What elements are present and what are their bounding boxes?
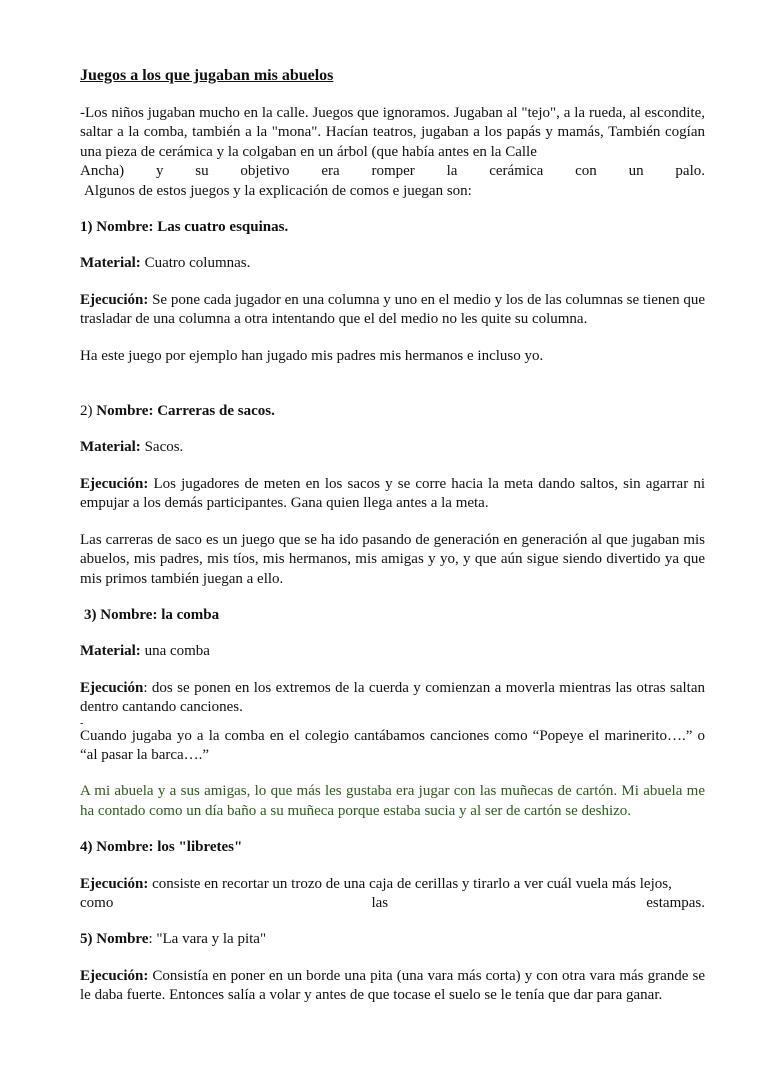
- game3-material: [80, 642, 705, 661]
- material-label: Material:: [80, 643, 141, 660]
- game1-heading: 1) Nombre: Las cuatro esquinas.: [80, 219, 289, 236]
- document-title: Juegos a los que jugaban mis abuelos: [80, 67, 334, 84]
- grandma-note: A mi abuela y a sus amigas, lo que más les gustaba era jugar con las muñecas de cartón. Mi abuela me ha contado como un día baño a su muñeca porque estaba sucia y al ser de cartón se deshizo.: [80, 783, 705, 819]
- game2-comment: Las carreras de saco es un juego que se ha ido pasando de generación en generación al que jugaban mis abuelos, mis padres, mis tíos, mis hermanos, mis amigas y yo, y que aún sigue siendo divertido ya que mis primos también juegan a ello.: [80, 531, 705, 587]
- execution-label: Ejecución:: [80, 291, 149, 308]
- game4-heading: 4) Nombre: los "libretes": [80, 839, 243, 856]
- execution-value: : dos se ponen en los extremos de la cuerda y comienzan a moverla mientras las otras saltan dentro cantando canciones.: [80, 679, 705, 716]
- spacer: [80, 274, 705, 291]
- spacer: [80, 237, 705, 254]
- spacer: [80, 821, 705, 838]
- game2-number: 2): [80, 403, 97, 420]
- game2-title: Nombre: Carreras de sacos.: [96, 403, 275, 420]
- game3-heading: 3) Nombre: la comba: [84, 606, 220, 623]
- execution-label: Ejecución:: [80, 875, 149, 892]
- game1-comment: Ha este juego por ejemplo han jugado mis padres mis hermanos e incluso yo.: [80, 347, 544, 364]
- game5-execution: [80, 967, 705, 1006]
- game3-comment: Cuando jugaba yo a la comba en el colegio cantábamos canciones como “Popeye el marinerito….” o “al pasar la barca….”: [80, 727, 705, 763]
- spacer: [80, 913, 705, 930]
- game5-heading-bold: 5) Nombre: [80, 931, 149, 948]
- execution-value: Los jugadores de meten en los sacos y se corre hacia la meta dando saltos, sin agarrar ni empujar a los demás participantes. Gana quien llega antes a la meta.: [80, 475, 705, 512]
- material-value: Cuatro columnas.: [140, 255, 251, 272]
- game2-execution: [80, 475, 705, 514]
- intro-paragraph-line3: Algunos de estos juegos y la explicación de comos e juegan son:: [84, 182, 472, 199]
- spacer: [80, 625, 705, 642]
- execution-label: Ejecución: [80, 679, 144, 696]
- game1-material: [80, 254, 705, 273]
- execution-value: Consistía en poner en un borde una pita (una vara más corta) y con otra vara más grande se le daba fuerte. Entonces salía a volar y antes de que tocase el suelo se le tenía que dar para ganar.: [80, 967, 705, 1004]
- game5-heading: [80, 930, 705, 949]
- execution-label: Ejecución:: [80, 967, 149, 984]
- game2-material: [80, 438, 705, 457]
- execution-value: consiste en recortar un trozo de una caja de cerillas y tirarlo a ver cuál vuela más lejos,: [148, 875, 672, 892]
- document-page: [80, 66, 705, 1006]
- material-value: Sacos.: [140, 439, 184, 456]
- spacer: [80, 950, 705, 967]
- game1-execution: [80, 291, 705, 330]
- spacer: [80, 765, 705, 782]
- material-value: una comba: [140, 643, 210, 660]
- game2-heading: [80, 402, 705, 421]
- dash-mark: -: [80, 717, 84, 729]
- spacer: [80, 201, 705, 218]
- intro-paragraph: -Los niños jugaban mucho en la calle. Juegos que ignoramos. Jugaban al "tejo", a la rueda, al escondite, saltar a la comba, también a la "mona". Hacían teatros, jugaban a los papás y mamás, También cogían una pieza de cerámica y la colgaban en un árbol (que había antes en la Calle: [80, 105, 705, 160]
- spacer: [80, 421, 705, 438]
- spacer: [80, 589, 705, 606]
- spacer: [80, 458, 705, 475]
- spacer: [80, 662, 705, 679]
- spacer: [80, 330, 705, 347]
- game4-execution-line2: como las estampas.: [80, 894, 705, 911]
- material-label: Material:: [80, 439, 141, 456]
- game3-execution: [80, 679, 705, 718]
- execution-value: Se pone cada jugador en una columna y uno en el medio y los de las columnas se tienen que trasladar de una columna a otra intentando que el del medio no les quite su columna.: [80, 291, 705, 328]
- material-label: Material:: [80, 255, 141, 272]
- spacer: [80, 858, 705, 875]
- spacer: [80, 514, 705, 531]
- game5-heading-rest: : "La vara y la pita": [148, 931, 267, 948]
- game4-execution: [80, 875, 705, 894]
- spacer: [80, 366, 705, 402]
- intro-paragraph-line2: Ancha) y su objetivo era romper la cerámica con un palo.: [80, 163, 705, 180]
- execution-label: Ejecución:: [80, 475, 149, 492]
